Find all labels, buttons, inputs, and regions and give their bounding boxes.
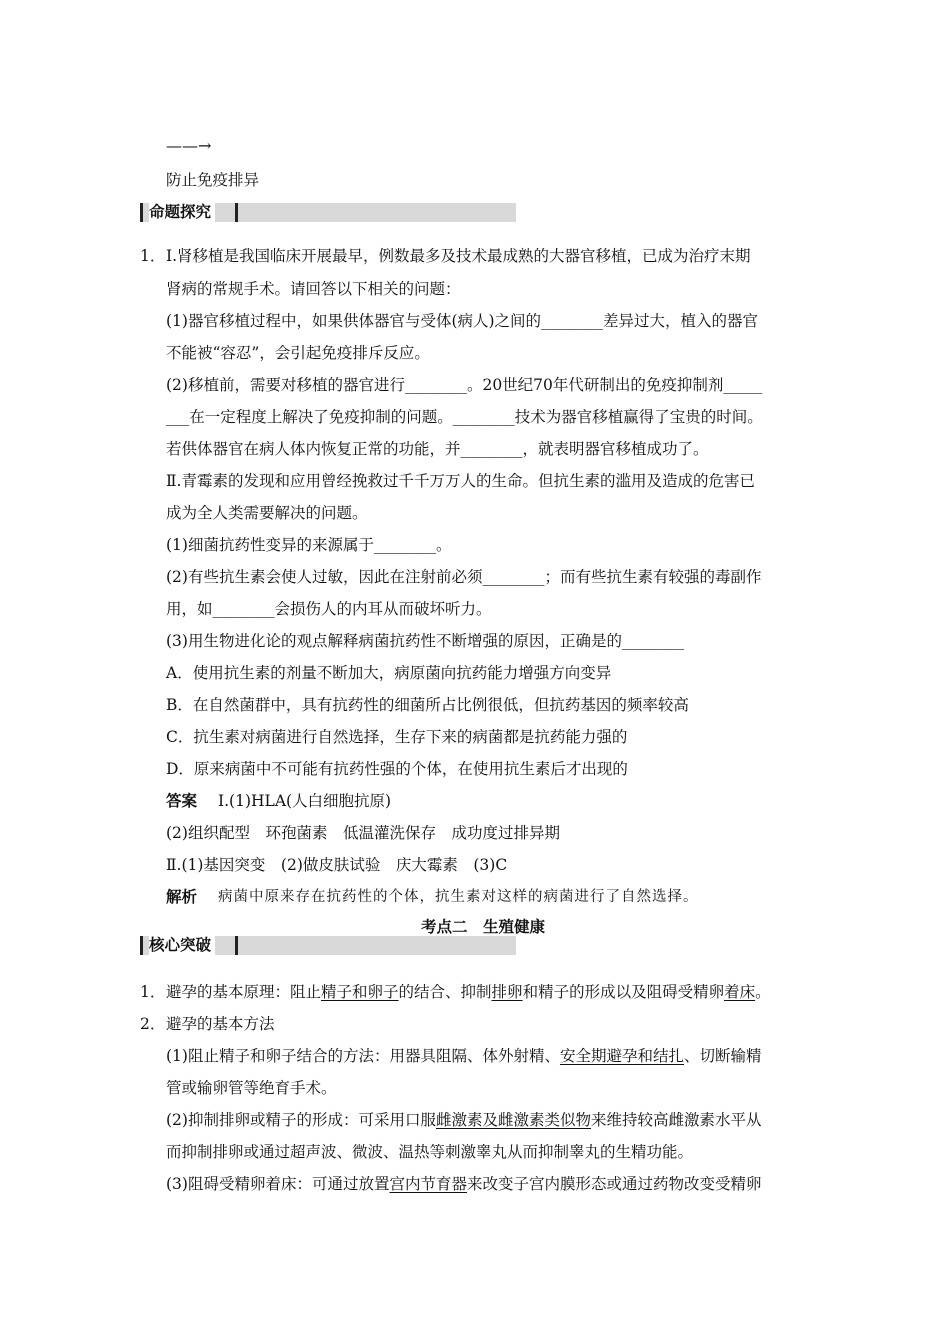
point-line: 管或输卵管等绝育手术。 xyxy=(166,1079,337,1097)
banner-bar-right xyxy=(235,936,238,955)
question-line: Ⅱ.青霉素的发现和应用曾经挽救过千千万万人的生命。但抗生素的滥用及造成的危害已 xyxy=(166,472,755,490)
banner-title: 核心突破 xyxy=(149,934,215,956)
question-line: 若供体器官在病人体内恢复正常的功能，并________，就表明器官移植成功了。 xyxy=(166,440,709,458)
underlined-term: 排卵 xyxy=(491,983,523,1001)
question-line: 不能被“容忍”，会引起免疫排斥反应。 xyxy=(166,344,430,362)
text-span: (1)阻止精子和卵子结合的方法：用器具阻隔、体外射精、 xyxy=(166,1047,560,1065)
option-c: C．抗生素对病菌进行自然选择，生存下来的病菌都是抗药能力强的 xyxy=(166,728,628,746)
point-line xyxy=(166,1173,762,1195)
section-title: 考点二 生殖健康 xyxy=(421,918,546,936)
question-line: (2)移植前，需要对移植的器官进行________。20世纪70年代研制出的免疫抑制剂_____ xyxy=(166,376,763,394)
question-line: ___在一定程度上解决了免疫抑制的问题。________技术为器官移植赢得了宝贵的时间。 xyxy=(166,408,763,426)
question-line: (2)有些抗生素会使人过敏，因此在注射前必须________；而有些抗生素有较强的毒副作 xyxy=(166,568,762,586)
text-line: 防止免疫排异 xyxy=(166,171,260,189)
text-span: (2)抑制排卵或精子的形成：可采用口服 xyxy=(166,1111,436,1129)
point-line: 而抑制排卵或通过超声波、微波、温热等刺激睾丸从而抑制睾丸的生精功能。 xyxy=(166,1143,694,1161)
answer-line: Ⅰ.(1)HLA(人白细胞抗原) xyxy=(218,792,392,810)
option-b: B．在自然菌群中，具有抗药性的细菌所占比例很低，但抗药基因的频率较高 xyxy=(166,696,689,714)
analysis-text: 病菌中原来存在抗药性的个体，抗生素对这样的病菌进行了自然选择。 xyxy=(218,889,699,905)
question-line: (3)用生物进化论的观点解释病菌抗药性不断增强的原因，正确是的________ xyxy=(166,632,684,650)
text-span: 的结合、抑制 xyxy=(398,983,492,1001)
answer-label: 答案 xyxy=(166,792,198,810)
point-line: 避孕的基本方法 xyxy=(166,1015,275,1033)
point-number: 1． xyxy=(140,983,166,1001)
question-line: (1)器官移植过程中，如果供体器官与受体(病人)之间的________差异过大，植入的器官 xyxy=(166,312,759,330)
point-line xyxy=(166,1109,762,1131)
underlined-term: 着床 xyxy=(724,983,756,1001)
question-number: 1． xyxy=(140,247,166,265)
text-span: 来改变子宫内膜形态或通过药物改变受精卵 xyxy=(466,1175,762,1193)
section-banner-hexin xyxy=(140,936,516,955)
option-d: D．原来病菌中不可能有抗药性强的个体，在使用抗生素后才出现的 xyxy=(166,760,628,778)
point-line xyxy=(166,1045,762,1067)
arrow-symbol: ——→ xyxy=(166,136,212,155)
analysis-label: 解析 xyxy=(166,888,198,906)
underlined-term: 宫内节育器 xyxy=(389,1175,467,1193)
question-line: 用，如________会损伤人的内耳从而破坏听力。 xyxy=(166,600,492,618)
text-span: 避孕的基本原理：阻止 xyxy=(166,983,322,1001)
point-line xyxy=(166,981,771,1003)
text-span: 。 xyxy=(755,983,771,1001)
text-span: 和精子的形成以及阻碍受精卵 xyxy=(522,983,725,1001)
section-banner-mingti xyxy=(140,203,516,222)
question-line: (1)细菌抗药性变异的来源属于________。 xyxy=(166,536,452,554)
question-line: 肾病的常规手术。请回答以下相关的问题： xyxy=(166,280,461,298)
option-a: A．使用抗生素的剂量不断加大，病原菌向抗药能力增强方向变异 xyxy=(166,664,612,682)
question-line: 成为全人类需要解决的问题。 xyxy=(166,504,368,522)
text-span: 、切断输精 xyxy=(683,1047,762,1065)
answer-line: (2)组织配型 环孢菌素 低温灌洗保存 成功度过排异期 xyxy=(166,824,560,842)
underlined-term: 精子和卵子 xyxy=(321,983,399,1001)
point-number: 2． xyxy=(140,1015,166,1033)
banner-title: 命题探究 xyxy=(149,201,215,223)
banner-bar-right xyxy=(235,203,238,222)
banner-bar-left xyxy=(140,203,143,222)
text-span: (3)阻碍受精卵着床：可通过放置 xyxy=(166,1175,390,1193)
banner-bar-left xyxy=(140,936,143,955)
underlined-term: 雌激素及雌激素类似物 xyxy=(435,1111,591,1129)
text-span: 来维持较高雌激素水平从 xyxy=(590,1111,762,1129)
answer-line: Ⅱ.(1)基因突变 (2)做皮肤试验 庆大霉素 (3)C xyxy=(166,856,508,874)
underlined-term: 安全期避孕和结扎 xyxy=(559,1047,684,1065)
question-line: Ⅰ.肾移植是我国临床开展最早，例数最多及技术最成熟的大器官移植，已成为治疗末期 xyxy=(166,247,751,265)
